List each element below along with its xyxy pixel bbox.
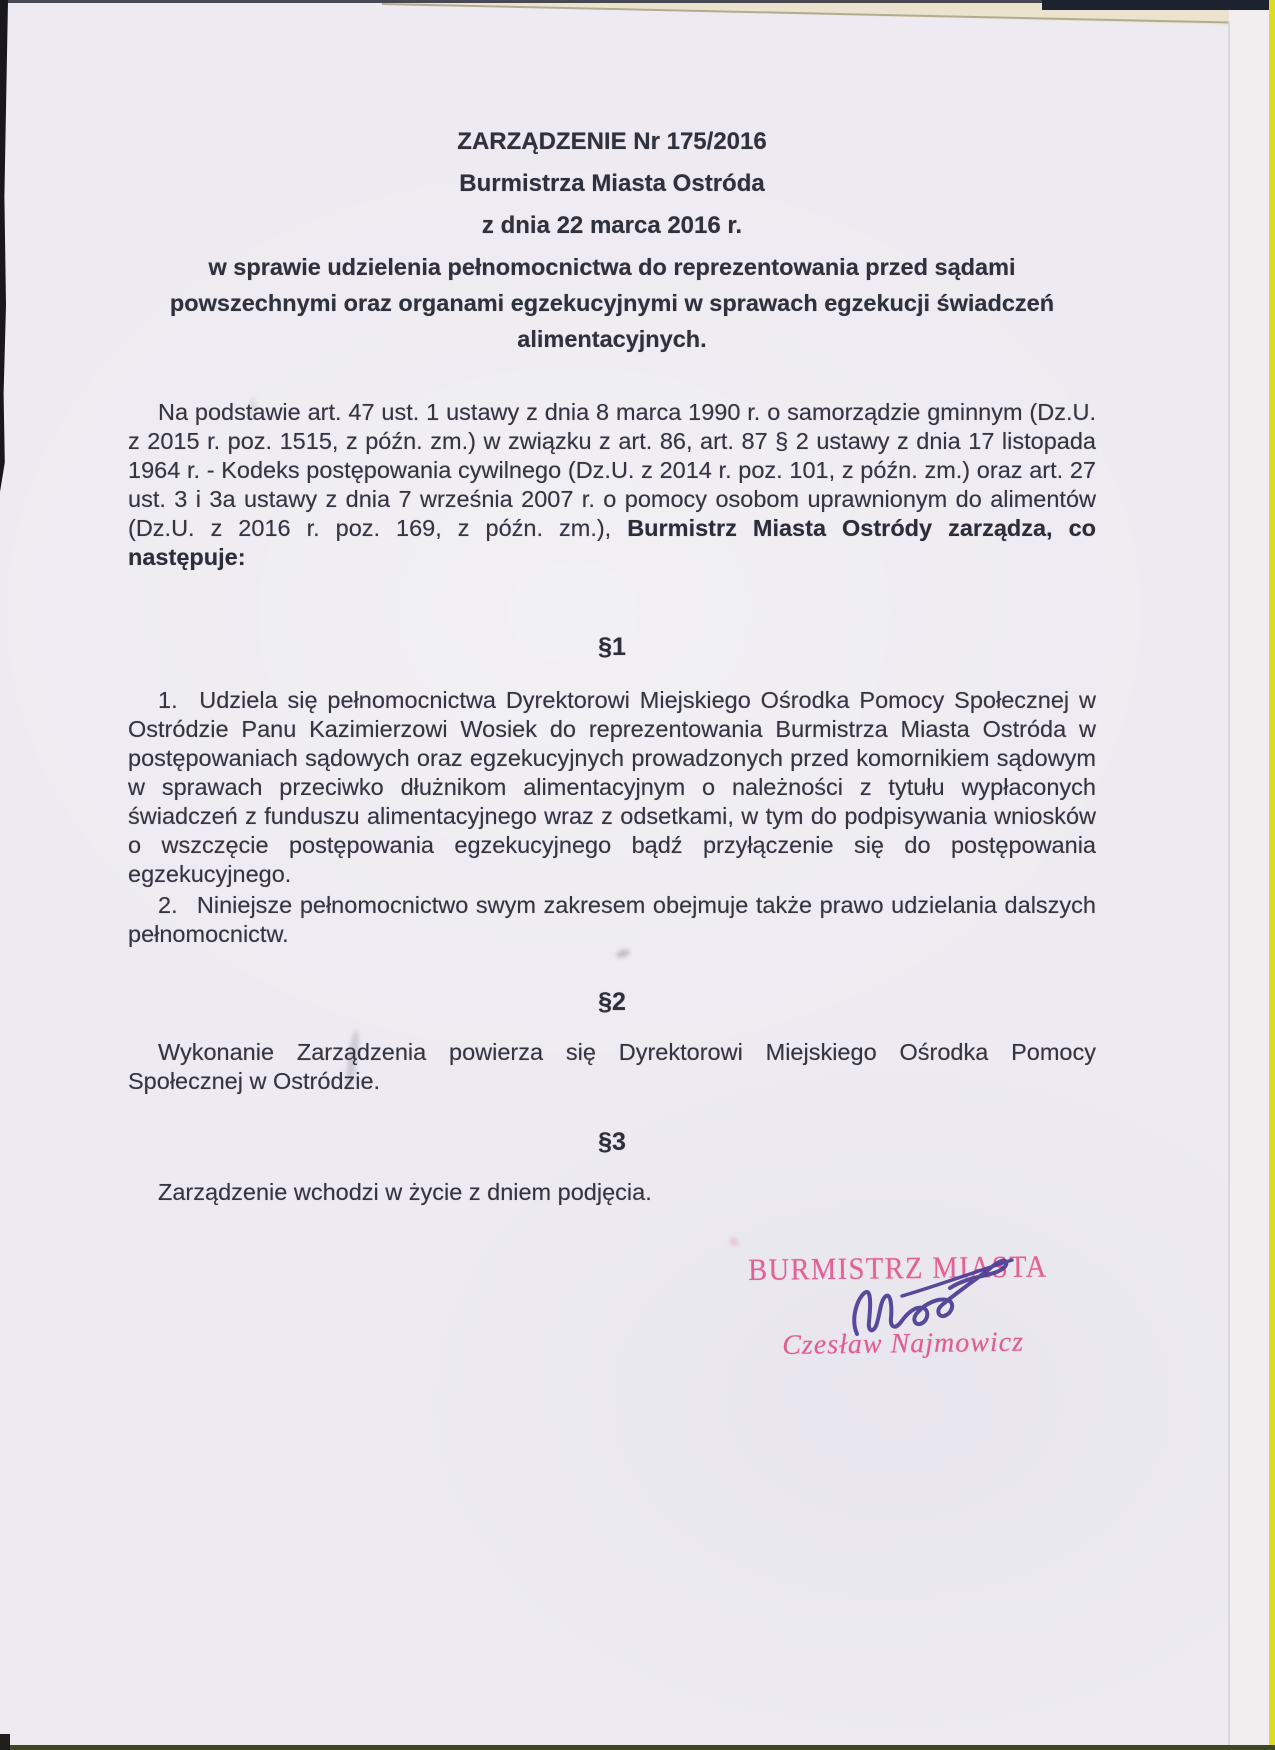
section-1-paragraph-1: 1. Udziela się pełnomocnictwa Dyrektorowi Miejskiego Ośrodka Pomocy Społecznej w Ostródzie Panu Kazimierzowi Wosiek do reprezentowania Burmistrza Miasta Ostróda w postępowaniach sądowych oraz egzekucyjnych prowadzonych przed komornikiem sądowym w sprawach przeciwko dłużnikom alimentacyjnym o należności z tytułu wypłaconych świadczeń z funduszu alimentacyjnego wraz z odsetkami, w tym do podpisywania wniosków o wszczęcie postępowania egzekucyjnego bądź przyłączenie się do postępowania egzekucyjnego. — [128, 687, 1096, 887]
section-3-heading: §3 — [598, 1128, 626, 1156]
document-title-number: ZARZĄDZENIE Nr 175/2016 — [457, 128, 767, 155]
scanner-left-dark-sliver — [0, 0, 8, 492]
document-subject-line-1: w sprawie udzielenia pełnomocnictwa do reprezentowania przed sądami — [208, 254, 1016, 280]
legal-basis-paragraph — [128, 398, 1096, 572]
scanner-bottom-dark-line — [0, 1745, 1275, 1750]
mayor-stamp-title: BURMISTRZ MIASTA — [748, 1248, 1048, 1287]
paper-right-edge-crease — [1228, 22, 1230, 1750]
legal-basis-bold-clause: Burmistrz Miasta Ostródy zarządza, co następuje: — [128, 515, 1097, 570]
scan-smudge — [615, 948, 631, 959]
section-3-paragraph-1: Zarządzenie wchodzi w życie z dniem podjęcia. — [158, 1179, 652, 1205]
document-title-date: z dnia 22 marca 2016 r. — [481, 212, 743, 239]
section-1-paragraph-2: 2. Niniejsze pełnomocnictwo swym zakresem obejmuje także prawo udzielania dalszych pełnomocnictw. — [128, 892, 1096, 947]
scanner-right-yellow-edge — [1269, 0, 1275, 1750]
document-title-issuer: Burmistrza Miasta Ostróda — [459, 170, 765, 197]
signer-name-stamp: Czesław Najmowicz — [782, 1326, 1025, 1361]
scanner-right-margin — [1229, 10, 1272, 1750]
document-subject-line-3: alimentacyjnych. — [517, 326, 707, 352]
document-subject-line-2: powszechnymi oraz organami egzekucyjnymi w sprawach egzekucji świadczeń — [169, 290, 1055, 316]
section-2-heading: §2 — [598, 988, 626, 1016]
section-1-heading: §1 — [598, 633, 626, 661]
legal-basis-text: Na podstawie art. 47 ust. 1 ustawy z dnia 8 marca 1990 r. o samorządzie gminnym (Dz.U. z 2015 r. poz. 1515, z późn. zm.) w związku z art. 86, art. 87 § 2 ustawy z dnia 17 listopada 1964 r. - Kodeks postępowania cywilnego (Dz.U. z 2014 r. poz. 101, z późn. zm.) oraz art. 27 ust. 3 i 3a ustawy z dnia 7 września 2007 r. o pomocy osobom uprawnionym do alimentów (Dz.U. z 2016 r. poz. 169, z późn. zm.), — [128, 399, 1096, 541]
scan-smudge — [730, 1238, 738, 1246]
scanner-top-right-dark-strip — [1042, 0, 1275, 10]
scanner-bottom-left-mark — [0, 1734, 10, 1750]
section-2-paragraph-1: Wykonanie Zarządzenia powierza się Dyrektorowi Miejskiego Ośrodka Pomocy Społecznej w Ostródzie. — [128, 1039, 1096, 1094]
